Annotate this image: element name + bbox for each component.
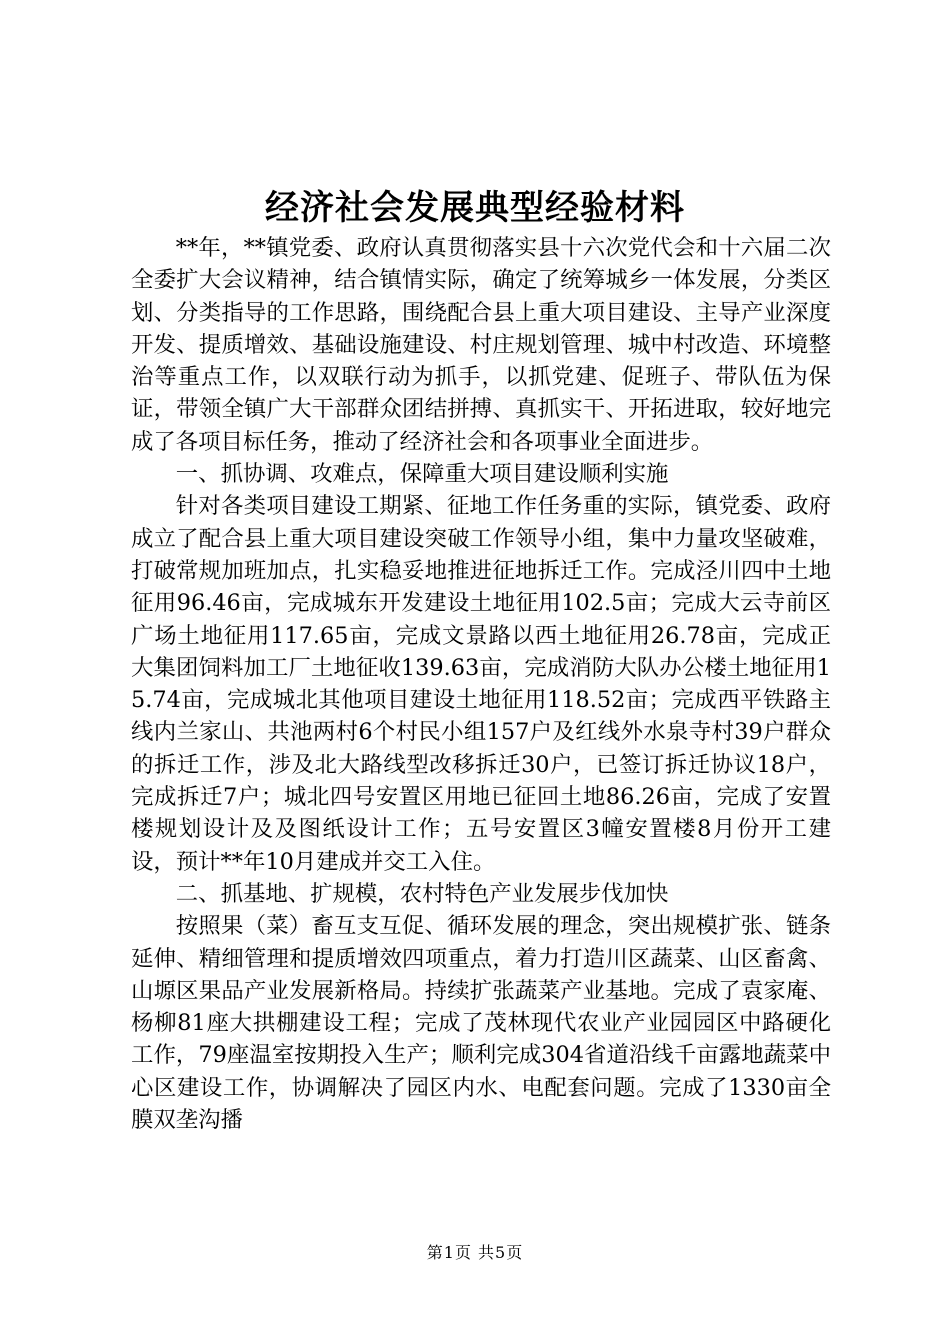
section-1-paragraph: 针对各类项目建设工期紧、征地工作任务重的实际，镇党委、政府成立了配合县上重大项目建设突破工作领导小组，集中力量攻坚破难，打破常规加班加点，扎实稳妥地推进征地拆迁工作。完成泾川四中土地征用96.46亩，完成城东开发建设土地征用102.5亩；完成大云寺前区广场土地征用117.65亩，完成文景路以西土地征用26.78亩，完成正大集团饲料加工厂土地征收139.63亩，完成消防大队办公楼土地征用15.74亩，完成城北其他项目建设土地征用118.52亩；完成西平铁路主线内兰家山、共池两村6个村民小组157户及红线外水泉寺村39户群众的拆迁工作，涉及北大路线型改移拆迁30户，已签订拆迁协议18户，完成拆迁7户；城北四号安置区用地已征回土地86.26亩，完成了安置楼规划设计及及图纸设计工作；五号安置区3幢安置楼8月份开工建设，预计**年10月建成并交工入住。 — [131, 493, 831, 875]
section-heading-2: 二、抓基地、扩规模，农村特色产业发展步伐加快 — [175, 880, 669, 907]
section-2-paragraph: 按照果（菜）畜互支互促、循环发展的理念，突出规模扩张、链条延伸、精细管理和提质增效四项重点，着力打造川区蔬菜、山区畜禽、山塬区果品产业发展新格局。持续扩张蔬菜产业基地。完成了袁家庵、杨柳81座大拱棚建设工程；完成了茂林现代农业产业园园区中路硬化工作，79座温室按期投入生产；顺利完成304省道沿线千亩露地蔬菜中心区建设工作，协调解决了园区内水、电配套问题。完成了1330亩全膜双垄沟播 — [131, 913, 831, 1134]
document-body — [131, 232, 831, 1136]
intro-paragraph: **年，**镇党委、政府认真贯彻落实县十六次党代会和十六届二次全委扩大会议精神，结合镇情实际，确定了统筹城乡一体发展，分类区划、分类指导的工作思路，围绕配合县上重大项目建设、主导产业深度开发、提质增效、基础设施建设、村庄规划管理、城中村改造、环境整治等重点工作，以双联行动为抓手，以抓党建、促班子、带队伍为保证，带领全镇广大干部群众团结拼搏、真抓实干、开拓进取，较好地完成了各项目标任务，推动了经济社会和各项事业全面进步。 — [131, 235, 831, 455]
section-heading-1: 一、抓协调、攻难点，保障重大项目建设顺利实施 — [175, 461, 669, 488]
page-footer: 第1页 共5页 — [426, 1243, 524, 1262]
document-title: 经济社会发展典型经验材料 — [265, 188, 685, 228]
